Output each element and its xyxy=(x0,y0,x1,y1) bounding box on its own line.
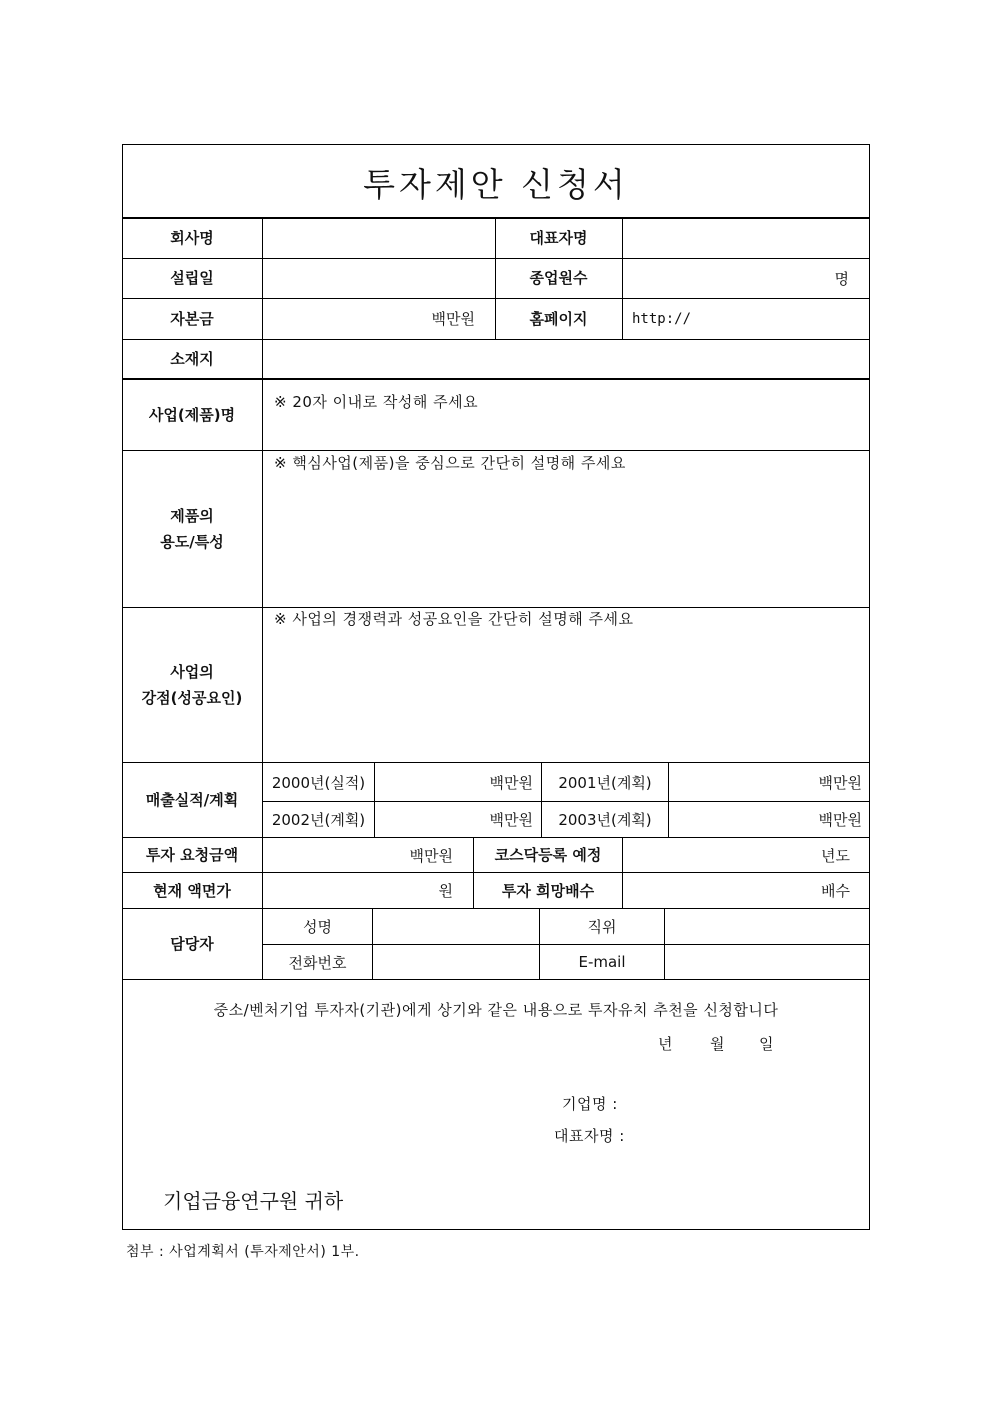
ceo-name-field[interactable] xyxy=(623,218,869,258)
contact-position-field[interactable] xyxy=(665,909,869,944)
ceo-sign-label: 대표자명 : xyxy=(554,1127,625,1145)
contact-email-field[interactable] xyxy=(665,945,869,979)
declaration-text: 중소/벤처기업 투자자(기관)에게 상기와 같은 내용으로 투자유치 추천을 신청합니다 xyxy=(213,1001,779,1019)
sales-2001-field[interactable] xyxy=(669,763,862,801)
sales-2003-unit: 백만원 xyxy=(818,811,862,829)
kosdaq-label: 코스닥등록 예정 xyxy=(494,846,602,864)
location-field[interactable] xyxy=(263,339,869,378)
strength-label-line2: 강점(성공요인) xyxy=(141,689,243,707)
form-title: 투자제안 신청서 xyxy=(363,164,629,204)
capital-field[interactable] xyxy=(263,298,475,339)
face-value-label: 현재 액면가 xyxy=(153,881,231,900)
sales-2002-unit: 백만원 xyxy=(489,811,533,829)
date-month: 월 xyxy=(710,1035,725,1053)
strength-note: ※ 사업의 경쟁력과 성공요인을 간단히 설명해 주세요 xyxy=(274,610,634,628)
sales-label: 매출실적/계획 xyxy=(145,791,239,809)
contact-label: 담당자 xyxy=(170,935,214,953)
sales-year-2001: 2001년(계획) xyxy=(558,773,652,792)
sales-2000-unit: 백만원 xyxy=(489,773,533,792)
company-name-field[interactable] xyxy=(263,218,495,258)
sales-2001-unit: 백만원 xyxy=(818,773,862,792)
product-usage-label xyxy=(122,451,262,607)
contact-email-label: E-mail xyxy=(578,953,626,971)
ceo-name-label: 대표자명 xyxy=(529,229,588,247)
face-value-field[interactable] xyxy=(263,873,453,908)
strength-label xyxy=(122,608,262,762)
multiple-label: 투자 희망배수 xyxy=(501,881,595,900)
product-usage-note: ※ 핵심사업(제품)을 중심으로 간단히 설명해 주세요 xyxy=(274,454,626,472)
founded-label: 설립일 xyxy=(170,269,214,287)
business-name-note: ※ 20자 이내로 작성해 주세요 xyxy=(274,393,479,411)
multiple-field[interactable] xyxy=(623,873,850,908)
company-sign-label: 기업명 : xyxy=(562,1095,618,1113)
sales-year-2000: 2000년(실적) xyxy=(271,773,366,792)
face-value-unit: 원 xyxy=(438,882,453,900)
kosdaq-field[interactable] xyxy=(623,838,850,872)
capital-unit: 백만원 xyxy=(431,310,475,328)
sales-2003-field[interactable] xyxy=(669,802,862,837)
date-day: 일 xyxy=(759,1035,774,1053)
rule xyxy=(122,979,870,980)
business-name-field[interactable] xyxy=(263,415,869,449)
company-name-label: 회사명 xyxy=(170,229,214,247)
kosdaq-unit: 년도 xyxy=(821,846,850,865)
product-usage-field[interactable] xyxy=(263,476,869,606)
sales-2000-field[interactable] xyxy=(375,763,533,801)
product-usage-label-line2: 용도/특성 xyxy=(160,533,224,551)
contact-position-label: 직위 xyxy=(587,918,617,936)
sales-2002-field[interactable] xyxy=(375,802,533,837)
homepage-label: 홈페이지 xyxy=(529,309,588,328)
investment-request-unit: 백만원 xyxy=(409,846,453,865)
sales-year-2002: 2002년(계획) xyxy=(271,811,366,829)
employees-label: 종업원수 xyxy=(529,269,588,287)
recipient: 기업금융연구원 귀하 xyxy=(163,1189,344,1213)
investment-request-field[interactable] xyxy=(263,838,453,872)
contact-phone-field[interactable] xyxy=(373,945,539,979)
location-label: 소재지 xyxy=(170,349,214,368)
investment-request-label: 투자 요청금액 xyxy=(145,846,239,864)
contact-name-field[interactable] xyxy=(373,909,539,944)
contact-name-label: 성명 xyxy=(303,918,332,936)
employees-unit: 명 xyxy=(834,269,849,288)
sales-year-2003: 2003년(계획) xyxy=(558,811,652,829)
employees-field[interactable] xyxy=(623,258,849,298)
date-year: 년 xyxy=(658,1035,673,1053)
multiple-unit: 배수 xyxy=(821,882,850,900)
founded-field[interactable] xyxy=(263,258,495,298)
strength-label-line1: 사업의 xyxy=(170,663,214,681)
homepage-field[interactable]: http:// xyxy=(632,310,692,327)
product-usage-label-line1: 제품의 xyxy=(170,507,214,525)
strength-field[interactable] xyxy=(263,632,869,761)
attachment-note: 첨부 : 사업계획서 (투자제안서) 1부. xyxy=(126,1244,360,1260)
contact-phone-label: 전화번호 xyxy=(288,953,347,972)
capital-label: 자본금 xyxy=(170,309,214,328)
business-name-label: 사업(제품)명 xyxy=(148,405,236,424)
